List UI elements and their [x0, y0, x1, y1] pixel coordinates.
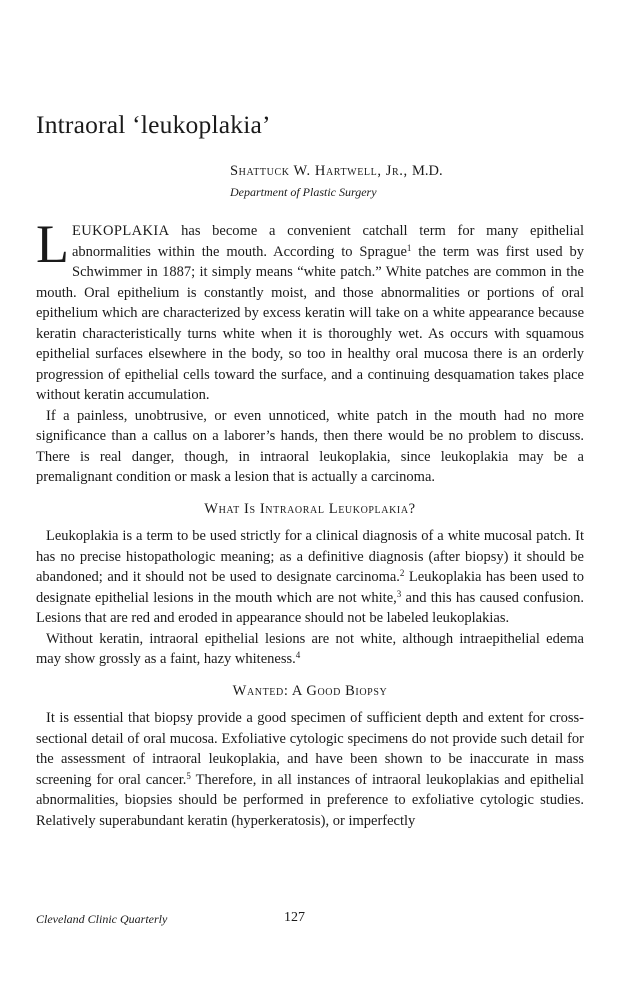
page-number: 127	[284, 910, 305, 925]
reference-5: 5	[186, 770, 191, 781]
reference-3: 3	[396, 588, 402, 599]
intro-caps: EUKOPLAKIA	[72, 223, 170, 239]
p5-text-a: It is essential that biopsy provide a good specimen of sufficient depth and extent for cross-sectional detail of oral mucosa. Exfoliative cytologic specimens do not provide such detail for the assessment of intraoral leukoplakia, and have been shown to be inaccurate in mass screening for oral cancer.	[36, 710, 584, 788]
intro-text-a: has become a convenient catchall term for many epithelial abnormalities within the mouth. According to Sprague	[72, 223, 584, 260]
paragraph-5	[36, 708, 584, 831]
author-name: Shattuck W. Hartwell, Jr.,	[230, 163, 412, 179]
section-heading-what-is: What Is Intraoral Leukoplakia?	[204, 500, 416, 517]
p5-text-b: Therefore, in all instances of intraoral leukoplakias and epithelial abnormalities, biopsies should be performed in preference to exfoliative cytologic studies. Relatively superabundant keratin (hyperkeratosis), or imperfectly	[36, 771, 584, 829]
p3-text-a: Leukoplakia is a term to be used strictly for a clinical diagnosis of a white mucosal patch. It has no precise histopathologic meaning; as a definitive diagnosis (after biopsy) it should be abandoned; and it should not be used to designate carcinoma.	[36, 528, 584, 585]
paragraph-2: If a painless, unobtrusive, or even unnoticed, white patch in the mouth had no more significance than a callus on a laborer’s hands, then there would be no problem to discuss. There is real danger, though, in intraoral leukoplakia, since leukoplakia may be a premalignant condition or mask a lesion that is actually a carcinoma.	[36, 407, 584, 485]
p3-text-c: and this has caused confusion. Lesions that are red and eroded in appearance should not be labeled leukoplakias.	[36, 589, 584, 626]
paragraph-intro	[36, 214, 584, 406]
p3-text-b: Leukoplakia has been used to designate epithelial lesions in the mouth which are not white,	[36, 569, 584, 606]
article-body	[36, 214, 584, 831]
drop-cap: L	[36, 214, 69, 274]
reference-2: 2	[399, 568, 405, 578]
paragraph-3	[36, 526, 584, 629]
section-heading-biopsy: Wanted: A Good Biopsy	[232, 682, 388, 699]
article-title: Intraoral ‘leukoplakia’	[36, 110, 271, 139]
journal-name: Cleveland Clinic Quarterly	[36, 912, 168, 926]
author-byline	[230, 163, 443, 180]
author-degree: M.D.	[411, 163, 443, 179]
intro-text-b: the term was first used by Schwimmer in 1887; it simply means “white patch.” White patches are common in the mouth. Oral epithelium is constantly moist, and those abnormalities or portions of oral epithelium which are characterized by excess keratin will take on a white appearance because keratin characteristically turns white when it is thoroughly wet. As occurs with squamous epithelial surfaces elsewhere in the body, so too in healthy oral mucosa there is an orderly progression of epithelial cells toward the surface, and a continuing desquamation takes place without keratin accumulation.	[36, 243, 584, 403]
author-department: Department of Plastic Surgery	[230, 185, 377, 199]
reference-1: 1	[406, 242, 412, 253]
paragraph-4	[36, 629, 584, 670]
reference-4: 4	[295, 650, 301, 660]
p4-text-a: Without keratin, intraoral epithelial lesions are not white, although intraepithelial edema may show grossly as a faint, hazy whiteness.	[36, 630, 584, 667]
